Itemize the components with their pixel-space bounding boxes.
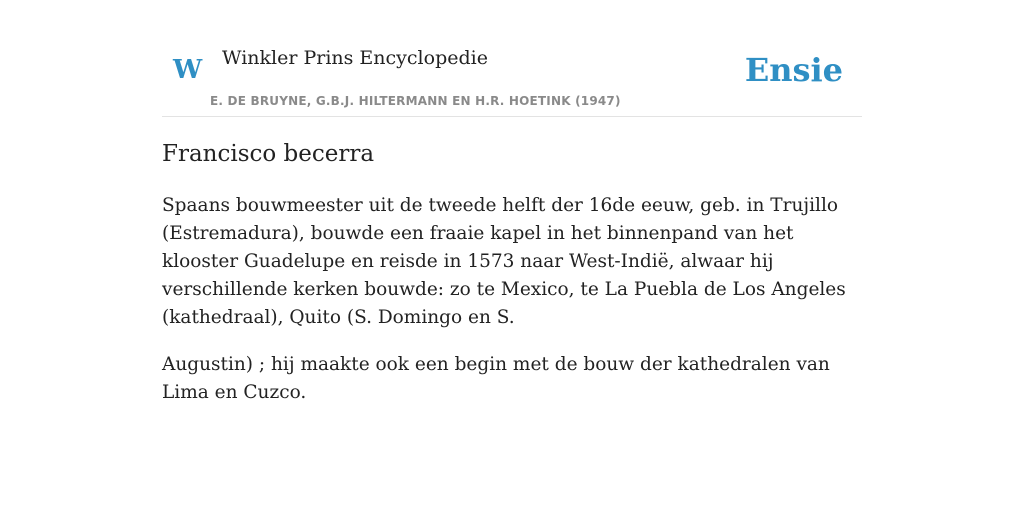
article-paragraph: Augustin) ; hij maakte ook een begin met de bouw der kathedralen van Lima en Cuzco. [162, 354, 830, 403]
source-title-link[interactable]: Winkler Prins Encyclopedie [222, 47, 488, 69]
ensie-logo-link[interactable]: Ensie [744, 51, 843, 89]
source-authors: E. DE BRUYNE, G.B.J. HILTERMANN EN H.R. HOETINK (1947) [210, 94, 621, 108]
source-header [162, 0, 862, 117]
article-title: Francisco becerra [162, 141, 375, 167]
article-paragraph: Spaans bouwmeester uit de tweede helft der 16de eeuw, geb. in Trujillo (Estremadura), bouwde een fraaie kapel in het binnenpand van het klooster Guadelupe en reisde in 1573 naar West-Indië, alwaar hij verschillende kerken bouwde: zo te Mexico, te La Puebla de Los Angeles (kathedraal), Quito (S. Domingo en S. [162, 195, 846, 328]
winkler-prins-logo[interactable]: W [173, 55, 203, 85]
